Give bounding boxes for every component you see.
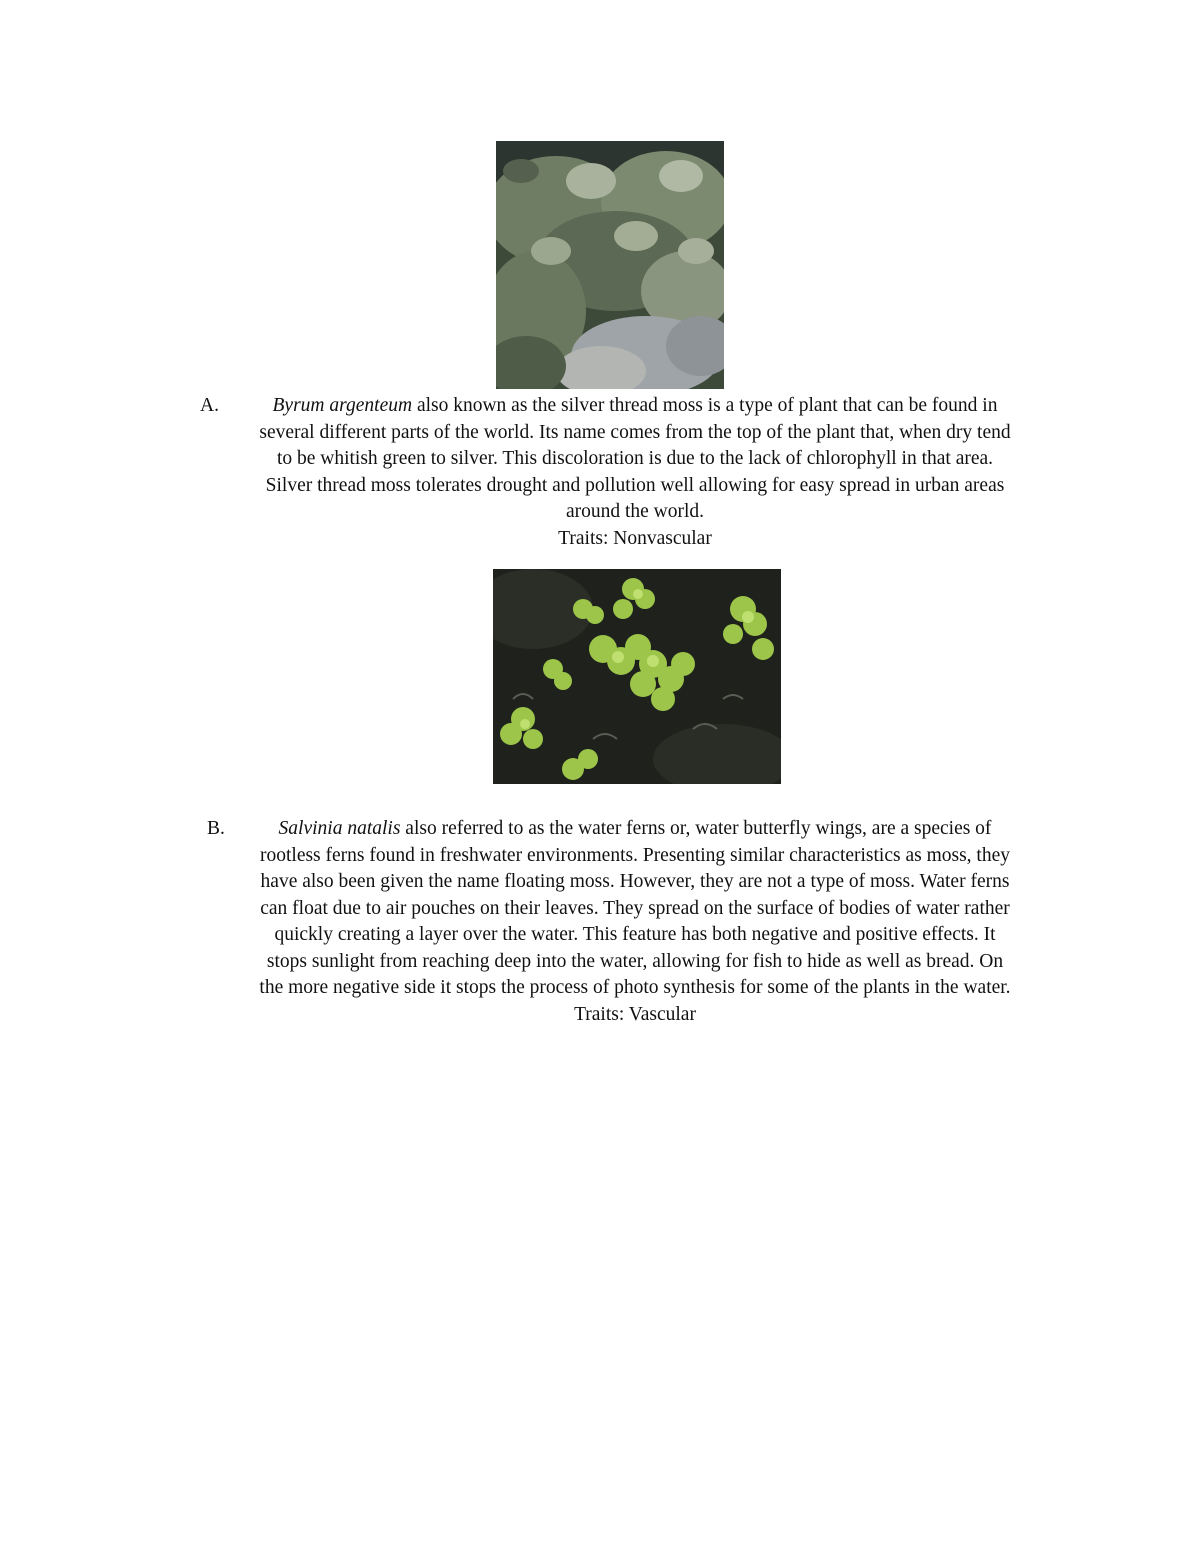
entry-a-line-4: Silver thread moss tolerates drought and pollution well allowing for easy spread in urban areas [265, 474, 1005, 496]
entry-b-line-3: have also been given the name floating moss. However, they are not a type of moss. Water ferns [260, 871, 1010, 892]
entry-a-description [200, 393, 1070, 526]
entry-a-line-5: around the world. [565, 501, 705, 522]
entry-b-line-1: also referred to as the water ferns or, water butterfly wings, are a species of [400, 818, 992, 839]
water-fern-photo [493, 569, 781, 784]
entry-b-line-7: the more negative side it stops the process of photo synthesis for some of the plants in the water. [259, 977, 1011, 998]
entry-b-line-2: rootless ferns found in freshwater environments. Presenting similar characteristics as moss, they [259, 844, 1011, 866]
entry-a-line-3: to be whitish green to silver. This discoloration is due to the lack of chlorophyll in that area. [276, 448, 994, 469]
list-marker-a: A. [200, 395, 219, 416]
entry-a [200, 393, 1070, 552]
entry-a-line-1: also known as the silver thread moss is a type of plant that can be found in [412, 395, 998, 416]
entry-a-line-2: several different parts of the world. Its name comes from the top of the plant that, when dry tend [259, 421, 1011, 443]
entry-b-description [200, 816, 1070, 1002]
entry-b-scientific-name: Salvinia natalis [278, 818, 401, 839]
entry-b-line-6: stops sunlight from reaching deep into the water, allowing for fish to hide as well as bread. On [266, 950, 1004, 972]
list-marker-b: B. [207, 818, 225, 839]
entry-a-scientific-name: Byrum argenteum [272, 395, 413, 416]
entry-a-traits: Traits: Nonvascular [558, 527, 712, 549]
entry-b [200, 816, 1070, 1028]
silver-thread-moss-photo [496, 141, 724, 389]
entry-b-traits: Traits: Vascular [574, 1003, 696, 1025]
entry-b-line-5: quickly creating a layer over the water. This feature has both negative and positive effects. It [274, 924, 996, 945]
entry-b-line-4: can float due to air pouches on their leaves. They spread on the surface of bodies of water rather [260, 897, 1010, 919]
